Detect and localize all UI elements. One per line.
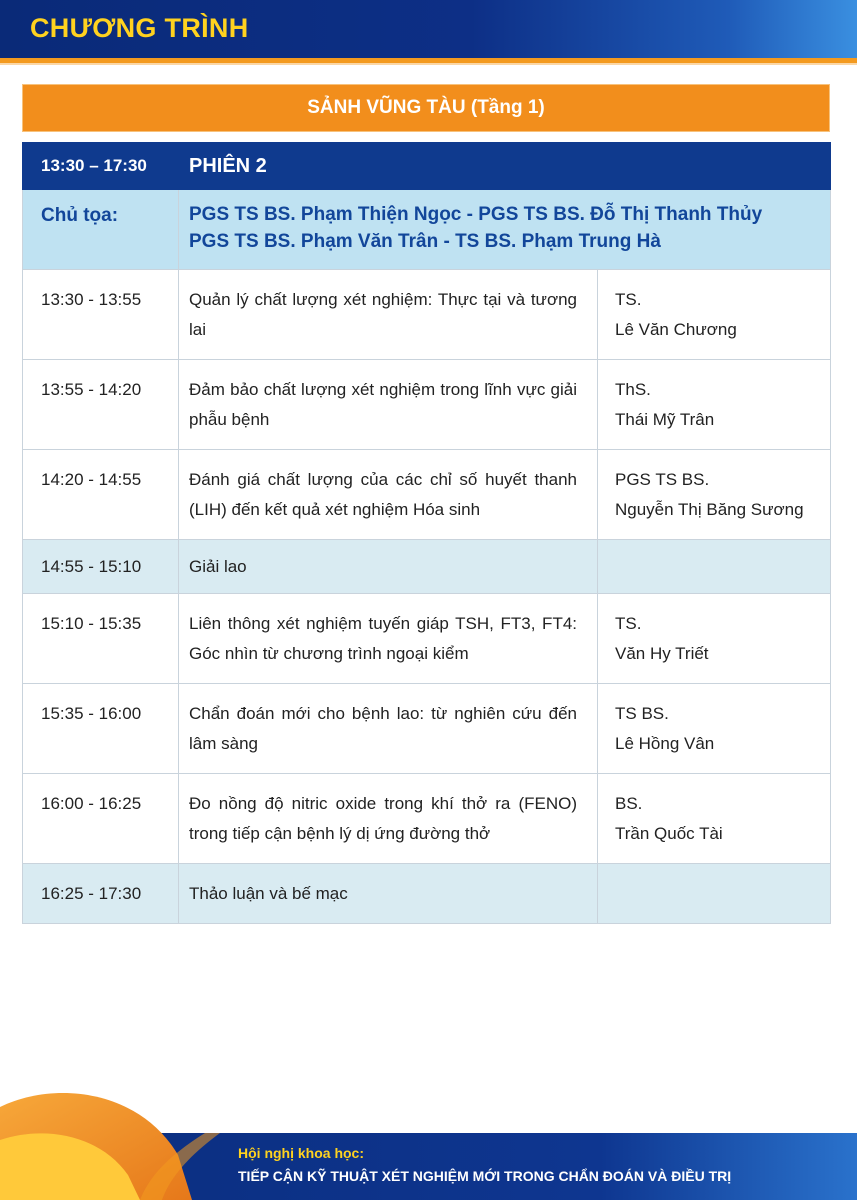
table-row-break [23, 540, 831, 594]
venue-banner: SẢNH VŨNG TÀU (Tầng 1) [22, 84, 830, 132]
row-time: 13:30 - 13:55 [41, 290, 142, 309]
table-row-closing [23, 864, 831, 924]
table-row [23, 684, 831, 774]
row-topic: Đo nồng độ nitric oxide trong khí thở ra (FENO) trong tiếp cận bệnh lý dị ứng đường thở [189, 794, 577, 843]
speaker-name: Lê Hồng Vân [615, 734, 715, 753]
row-topic: Liên thông xét nghiệm tuyến giáp TSH, FT3, FT4: Góc nhìn từ chương trình ngoại kiểm [189, 614, 577, 663]
row-speaker [598, 594, 830, 683]
table-row [23, 594, 831, 684]
session-header-row [23, 143, 831, 190]
row-time: 15:10 - 15:35 [41, 614, 142, 633]
table-row [23, 450, 831, 540]
row-time: 16:25 - 17:30 [41, 884, 142, 903]
row-time: 14:55 - 15:10 [41, 557, 142, 576]
row-time: 15:35 - 16:00 [41, 704, 142, 723]
speaker-title: ThS. [615, 380, 651, 399]
chair-names-line-1: PGS TS BS. Phạm Thiện Ngọc - PGS TS BS. Đỗ Thị Thanh Thủy [189, 204, 763, 225]
page-header [0, 0, 857, 58]
schedule-table [22, 142, 831, 924]
row-time: 13:55 - 14:20 [41, 380, 142, 399]
header-thin-rule [0, 63, 857, 65]
speaker-name: Lê Văn Chương [615, 320, 737, 339]
table-row [23, 360, 831, 450]
speaker-title: BS. [615, 794, 643, 813]
chair-names-line-2: PGS TS BS. Phạm Văn Trân - TS BS. Phạm Trung Hà [189, 231, 661, 252]
row-topic: Giải lao [189, 557, 247, 576]
chair-row [23, 190, 831, 270]
speaker-title: TS. [615, 290, 642, 309]
row-speaker [598, 864, 830, 893]
speaker-name: Nguyễn Thị Băng Sương [615, 500, 804, 519]
speaker-title: PGS TS BS. [615, 470, 710, 489]
row-speaker [598, 774, 830, 863]
row-speaker [598, 270, 830, 359]
row-time: 14:20 - 14:55 [41, 470, 142, 489]
speaker-name: Thái Mỹ Trân [615, 410, 715, 429]
speaker-title: TS BS. [615, 704, 669, 723]
row-speaker [598, 684, 830, 773]
footer-conference-title: TIẾP CẬN KỸ THUẬT XÉT NGHIỆM MỚI TRONG CHẨN ĐOÁN VÀ ĐIỀU TRỊ [238, 1168, 732, 1184]
table-row [23, 270, 831, 360]
speaker-title: TS. [615, 614, 642, 633]
speaker-name: Văn Hy Triết [615, 644, 709, 663]
page-title: CHƯƠNG TRÌNH [30, 13, 249, 43]
row-topic: Đảm bảo chất lượng xét nghiệm trong lĩnh vực giải phẫu bệnh [189, 380, 577, 429]
row-topic: Thảo luận và bế mạc [189, 884, 348, 903]
chair-names [179, 190, 831, 270]
table-row [23, 774, 831, 864]
footer-conference-label: Hội nghị khoa học: [238, 1145, 364, 1161]
session-time: 13:30 – 17:30 [23, 143, 179, 190]
row-speaker [598, 450, 830, 539]
row-topic: Chẩn đoán mới cho bệnh lao: từ nghiên cứu đến lâm sàng [189, 704, 577, 753]
speaker-name: Trần Quốc Tài [615, 824, 723, 843]
row-time: 16:00 - 16:25 [41, 794, 142, 813]
row-speaker [598, 540, 830, 563]
row-topic: Quản lý chất lượng xét nghiệm: Thực tại và tương lai [189, 290, 577, 339]
session-title: PHIÊN 2 [179, 143, 831, 190]
chair-label: Chủ tọa: [23, 190, 179, 270]
row-speaker [598, 360, 830, 449]
row-topic: Đánh giá chất lượng của các chỉ số huyết thanh (LIH) đến kết quả xét nghiệm Hóa sinh [189, 470, 577, 519]
